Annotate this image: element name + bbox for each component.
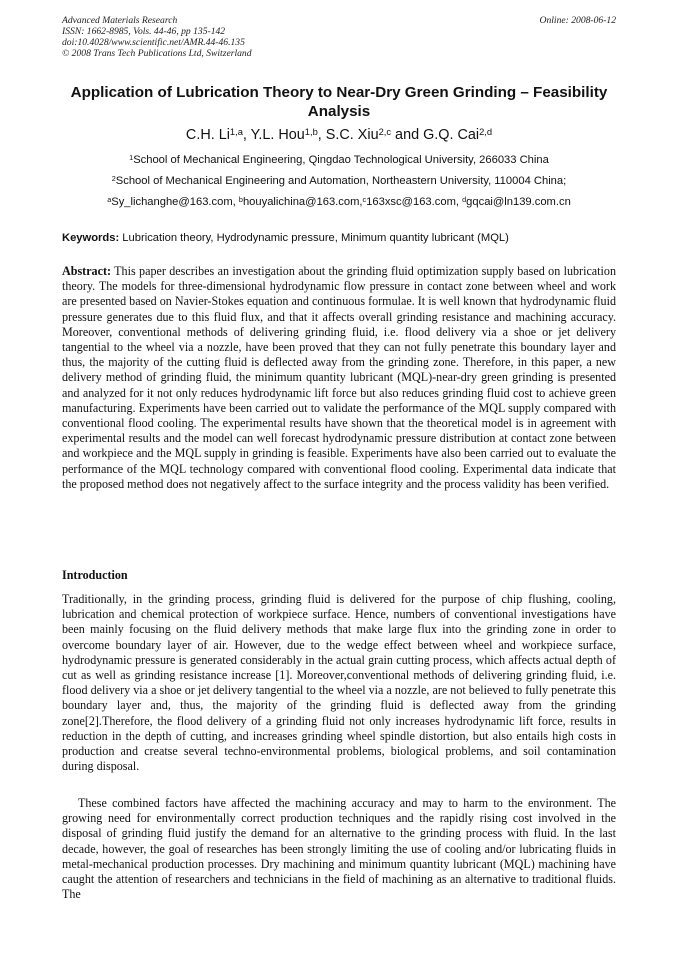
abstract-text: This paper describes an investigation about the grinding fluid optimization supply based on lubrication theory. The models for three-dimensional hydrodynamic flow pressure in contact zone between wheel and work are presented based on Navier-Stokes equation and continuous formulae. It is well known that hydrodynamic fluid pressure generates due to this fluid flux, and that it affects overall grinding resistance and machining accuracy. Moreover, conventional methods of delivering grinding fluid, i.e. flood delivery via a shoe or jet delivery tangential to the wheel via a nozzle, have been proved that they can not fully penetrate this boundary layer and thus, the majority of the cutting fluid is deflected away from the grinding zone. Therefore, in this paper, a new delivery method of grinding fluid, the minimum quantity lubricant (MQL)-near-dry green grinding is presented and analyzed for it not only reduces hydrodynamic lift force but also reduces grinding fluid cost to achieve green manufacturing. Experiments have been carried out to validate the performance of the MQL supply compared with conventional flood cooling. The experimental results have shown that the theoretical model is in agreement with experimental results and the model can well forecast hydrodynamic pressure distribution at contact zone between and workpiece and the MQL supply in grinding is feasible. Experiments have also been carried out to evaluate the performance of the MQL technology compared with conventional flood cooling. Experimental data indicate that the proposed method does not negatively affect to the surface integrity and the process validity has been verified.	[62, 264, 616, 491]
online-date: Online: 2008-06-12	[539, 15, 616, 26]
journal-header	[62, 15, 382, 59]
affiliation-2	[50, 174, 628, 188]
email-address: gqcai@ln139.com.cn	[466, 196, 571, 208]
author-superscript: 2,c	[378, 126, 392, 137]
email-superscript: d	[462, 194, 467, 204]
copyright-line: © 2008 Trans Tech Publications Ltd, Switzerland	[62, 48, 252, 59]
paper-title: Application of Lubrication Theory to Near-Dry Green Grinding – Feasibility Analysis	[70, 84, 608, 120]
keywords-label: Keywords:	[62, 232, 120, 244]
introduction-paragraph-2: These combined factors have affected the machining accuracy and may to harm to the environment. The growing need for environmentally correct production techniques and the rapidly rising cost involved in the disposal of grinding fluid justify the demand for an alternative to the grinding process with fluid. In the last decade, however, the goal of researches has been strongly limiting the use of cooling and/or lubricating fluids in metal-mechanical production processes. Dry machining and minimum quantity lubricant (MQL) machining have caught the attention of researchers and technicians in the field of machining as an alternative to traditional fluids. The	[62, 796, 616, 902]
email-superscript: a	[107, 194, 112, 204]
affiliation-text: School of Mechanical Engineering, Qingdao Technological University, 266033 China	[133, 154, 549, 166]
author-superscript: 2,d	[479, 126, 493, 137]
author-list	[62, 127, 616, 144]
email-address: houyalichina@163.com,	[242, 196, 363, 208]
author-superscript: 1,a	[229, 126, 243, 137]
email-superscript: b	[238, 194, 243, 204]
email-address: Sy_lichanghe@163.com,	[111, 196, 239, 208]
issn-line: ISSN: 1662-8985, Vols. 44-46, pp 135-142	[62, 26, 226, 37]
author-separator: and	[391, 127, 424, 143]
keywords-text: Lubrication theory, Hydrodynamic pressure, Minimum quantity lubricant (MQL)	[119, 232, 509, 244]
email-list	[50, 195, 628, 209]
author-name: S.C. Xiu	[325, 127, 379, 143]
doi-line: doi:10.4028/www.scientific.net/AMR.44-46.135	[62, 37, 245, 48]
email-superscript: c	[362, 194, 367, 204]
affiliation-1	[50, 153, 628, 167]
author-name: C.H. Li	[185, 127, 230, 143]
introduction-heading: Introduction	[62, 568, 128, 582]
affiliation-text: School of Mechanical Engineering and Automation, Northeastern University, 110004 China;	[115, 175, 567, 187]
affiliation-superscript: 1	[129, 152, 134, 162]
keywords	[62, 231, 616, 245]
introduction-paragraph-1: Traditionally, in the grinding process, grinding fluid is delivered for the purpose of chip flushing, cooling, lubrication and chemical protection of workpiece surface. Hence, numbers of conventional investigations have been mainly focusing on the fluid delivery methods that make large flux into the grinding zone in order to overcome boundary layer of air. However, due to the wedge effect between wheel and workpiece surface, hydrodynamic pressure is generated considerably in the actual grain cutting process, which affects actual depth of cut as well as grinding resistance increase [1]. Moreover,conventional methods of delivering grinding fluid, i.e. flood delivery via a shoe or jet delivery tangential to the wheel via a nozzle, are not believed to fully penetrate this boundary layer and, thus, the majority of the grinding fluid is deflected away from the grinding zone[2].Therefore, the flood delivery of a grinding fluid not only increases hydrodynamic lift force, results in reduction in the depth of cutting, and increases grinding wheel spindle distortion, but also entails high costs in production and creatse several techno-environmental problems, biological problems, and soil contamination during disposal.	[62, 592, 616, 774]
author-name: G.Q. Cai	[423, 127, 480, 143]
author-superscript: 1,b	[304, 126, 318, 137]
author-separator: ,	[317, 127, 326, 143]
author-separator: ,	[242, 127, 251, 143]
abstract-label: Abstract:	[62, 264, 112, 278]
author-name: Y.L. Hou	[250, 127, 305, 143]
abstract	[62, 264, 616, 492]
email-address: 163xsc@163.com,	[366, 196, 463, 208]
journal-name: Advanced Materials Research	[62, 15, 178, 26]
affiliation-superscript: 2	[111, 173, 116, 183]
